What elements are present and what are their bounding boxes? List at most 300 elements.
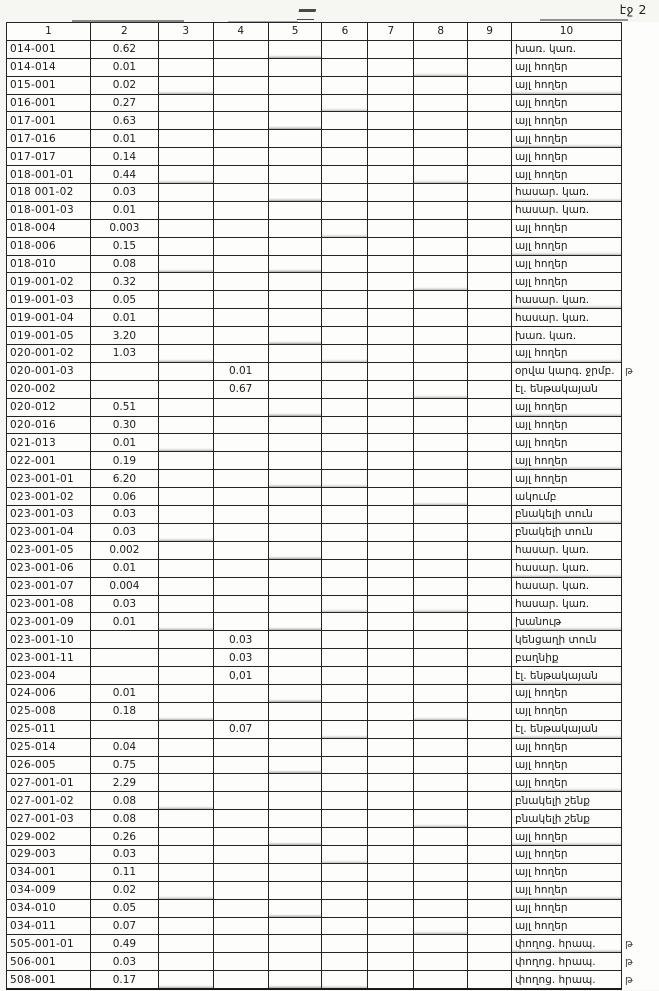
handwritten-margin-note: թ [624, 365, 633, 378]
column-header: 3 [158, 23, 213, 41]
handwritten-margin-note: թ [624, 937, 633, 950]
area-value-cell [213, 345, 268, 363]
empty-cell [322, 327, 368, 345]
empty-cell [468, 667, 512, 685]
empty-cell [414, 541, 468, 559]
margin-spacer [621, 649, 658, 667]
area-value-cell [213, 756, 268, 774]
table-row [7, 577, 659, 595]
empty-cell [414, 380, 468, 398]
empty-cell [468, 255, 512, 273]
column-header: 5 [268, 23, 322, 41]
area-value-cell [213, 398, 268, 416]
empty-cell [268, 953, 322, 971]
empty-cell [468, 362, 512, 380]
area-value-cell: 0.02 [90, 76, 158, 94]
parcel-code-cell: 020-001-03 [7, 362, 91, 380]
area-value-cell: 0.03 [213, 649, 268, 667]
empty-cell [158, 76, 213, 94]
empty-cell [414, 595, 468, 613]
table-row [7, 309, 659, 327]
empty-cell [368, 631, 414, 649]
area-value-cell [213, 613, 268, 631]
empty-cell [368, 559, 414, 577]
area-value-cell [213, 470, 268, 488]
land-use-cell: այլ հողեր [512, 434, 622, 452]
empty-cell [368, 380, 414, 398]
empty-cell [268, 273, 322, 291]
empty-cell [322, 559, 368, 577]
empty-cell [158, 828, 213, 846]
empty-cell [158, 953, 213, 971]
table-row [7, 112, 659, 130]
empty-cell [322, 577, 368, 595]
empty-cell [158, 845, 213, 863]
empty-cell [468, 720, 512, 738]
empty-cell [368, 756, 414, 774]
parcel-code-cell: 023-001-04 [7, 523, 91, 541]
empty-cell [158, 667, 213, 685]
empty-cell [414, 845, 468, 863]
parcel-code-cell: 020-002 [7, 380, 91, 398]
empty-cell [414, 971, 468, 989]
area-value-cell: 0.49 [90, 935, 158, 953]
parcel-code-cell: 018-001-03 [7, 201, 91, 219]
land-use-cell: այլ հողեր [512, 917, 622, 935]
empty-cell [468, 76, 512, 94]
margin-spacer [621, 345, 658, 363]
empty-cell [414, 774, 468, 792]
empty-cell [158, 917, 213, 935]
empty-cell [158, 58, 213, 76]
area-value-cell: 0.03 [90, 845, 158, 863]
margin-spacer [621, 201, 658, 219]
land-use-cell: այլ հողեր [512, 863, 622, 881]
empty-cell [468, 291, 512, 309]
empty-cell [322, 720, 368, 738]
parcel-code-cell: 023-001-03 [7, 506, 91, 524]
land-use-cell: այլ հողեր [512, 738, 622, 756]
table-row [7, 148, 659, 166]
parcel-code-cell: 029-003 [7, 845, 91, 863]
empty-cell [322, 935, 368, 953]
parcel-code-cell: 023-001-08 [7, 595, 91, 613]
empty-cell [322, 917, 368, 935]
empty-cell [468, 828, 512, 846]
empty-cell [414, 76, 468, 94]
land-use-cell: օրվա կարգ. ջրմբ. [512, 362, 622, 380]
land-use-cell: հասար. կառ. [512, 184, 622, 202]
empty-cell [468, 631, 512, 649]
empty-cell [468, 345, 512, 363]
margin-spacer [621, 774, 658, 792]
empty-cell [158, 273, 213, 291]
empty-cell [322, 94, 368, 112]
empty-cell [158, 184, 213, 202]
empty-cell [468, 398, 512, 416]
land-use-cell: էլ. ենթակայան [512, 720, 622, 738]
empty-cell [368, 76, 414, 94]
area-value-cell: 0.63 [90, 112, 158, 130]
empty-cell [158, 416, 213, 434]
land-use-cell: խառ. կառ. [512, 327, 622, 345]
area-value-cell [213, 971, 268, 989]
table-row [7, 416, 659, 434]
area-value-cell [213, 219, 268, 237]
margin-spacer [621, 219, 658, 237]
area-value-cell [213, 112, 268, 130]
area-value-cell [213, 273, 268, 291]
empty-cell [368, 953, 414, 971]
handwritten-margin-note: թ [624, 973, 633, 986]
table-row [7, 273, 659, 291]
area-value-cell [90, 631, 158, 649]
parcel-code-cell: 023-004 [7, 667, 91, 685]
empty-cell [368, 774, 414, 792]
empty-cell [468, 40, 512, 58]
empty-cell [368, 577, 414, 595]
area-value-cell [213, 201, 268, 219]
parcel-code-cell: 018-004 [7, 219, 91, 237]
empty-cell [368, 828, 414, 846]
area-value-cell: 0.02 [90, 881, 158, 899]
empty-cell [468, 774, 512, 792]
empty-cell [322, 899, 368, 917]
empty-cell [414, 577, 468, 595]
empty-cell [468, 971, 512, 989]
empty-cell [368, 362, 414, 380]
empty-cell [414, 362, 468, 380]
land-use-cell: այլ հողեր [512, 774, 622, 792]
parcel-code-cell: 025-014 [7, 738, 91, 756]
empty-cell [368, 398, 414, 416]
empty-cell [368, 327, 414, 345]
empty-cell [368, 845, 414, 863]
area-value-cell: 0.07 [213, 720, 268, 738]
area-value-cell [213, 595, 268, 613]
empty-cell [322, 130, 368, 148]
empty-cell [368, 649, 414, 667]
table-row [7, 559, 659, 577]
empty-cell [158, 434, 213, 452]
land-use-cell: այլ հողեր [512, 845, 622, 863]
empty-cell [414, 148, 468, 166]
table-row [7, 702, 659, 720]
area-value-cell: 0.03 [90, 523, 158, 541]
empty-cell [414, 684, 468, 702]
empty-cell [414, 237, 468, 255]
header-row [7, 23, 659, 41]
table-row [7, 828, 659, 846]
empty-cell [368, 434, 414, 452]
area-value-cell: 0,01 [213, 667, 268, 685]
empty-cell [268, 613, 322, 631]
area-value-cell [213, 738, 268, 756]
margin-spacer [621, 899, 658, 917]
empty-cell [368, 201, 414, 219]
table-row [7, 166, 659, 184]
empty-cell [468, 738, 512, 756]
empty-cell [268, 702, 322, 720]
area-value-cell [90, 667, 158, 685]
parcel-code-cell: 015-001 [7, 76, 91, 94]
land-use-cell: այլ հողեր [512, 273, 622, 291]
empty-cell [468, 94, 512, 112]
area-value-cell: 0.01 [90, 559, 158, 577]
parcel-code-cell: 506-001 [7, 953, 91, 971]
empty-cell [322, 738, 368, 756]
empty-cell [268, 309, 322, 327]
empty-cell [414, 219, 468, 237]
empty-cell [268, 756, 322, 774]
table-row [7, 523, 659, 541]
area-value-cell: 0.004 [90, 577, 158, 595]
empty-cell [322, 309, 368, 327]
land-use-cell: այլ հողեր [512, 881, 622, 899]
empty-cell [322, 76, 368, 94]
margin-spacer [621, 577, 658, 595]
area-value-cell: 0.15 [90, 237, 158, 255]
table-row [7, 291, 659, 309]
empty-cell [322, 470, 368, 488]
area-value-cell [213, 76, 268, 94]
parcel-code-cell: 024-006 [7, 684, 91, 702]
empty-cell [268, 792, 322, 810]
parcel-code-cell: 017-001 [7, 112, 91, 130]
empty-cell [414, 881, 468, 899]
area-value-cell [213, 523, 268, 541]
land-register-table [6, 22, 659, 990]
empty-cell [158, 899, 213, 917]
empty-cell [468, 201, 512, 219]
table-row [7, 631, 659, 649]
land-use-cell: այլ հողեր [512, 345, 622, 363]
margin-spacer [621, 917, 658, 935]
area-value-cell [213, 434, 268, 452]
empty-cell [414, 667, 468, 685]
empty-cell [158, 380, 213, 398]
empty-cell [158, 559, 213, 577]
empty-cell [414, 649, 468, 667]
empty-cell [322, 40, 368, 58]
parcel-code-cell: 017-017 [7, 148, 91, 166]
area-value-cell: 0.18 [90, 702, 158, 720]
table-row [7, 255, 659, 273]
table-row [7, 327, 659, 345]
area-value-cell [213, 541, 268, 559]
empty-cell [268, 416, 322, 434]
empty-cell [268, 345, 322, 363]
table-row [7, 649, 659, 667]
empty-cell [158, 219, 213, 237]
area-value-cell: 0.01 [90, 684, 158, 702]
area-value-cell: 6.20 [90, 470, 158, 488]
empty-cell [158, 792, 213, 810]
empty-cell [268, 810, 322, 828]
land-use-cell: հասար. կառ. [512, 291, 622, 309]
empty-cell [368, 792, 414, 810]
parcel-code-cell: 019-001-05 [7, 327, 91, 345]
empty-cell [368, 309, 414, 327]
empty-cell [322, 953, 368, 971]
empty-cell [414, 559, 468, 577]
empty-cell [322, 148, 368, 166]
empty-cell [368, 148, 414, 166]
margin-spacer [621, 863, 658, 881]
area-value-cell: 0.002 [90, 541, 158, 559]
empty-cell [158, 237, 213, 255]
empty-cell [414, 631, 468, 649]
empty-cell [414, 899, 468, 917]
empty-cell [414, 935, 468, 953]
land-use-cell: այլ հողեր [512, 828, 622, 846]
empty-cell [322, 523, 368, 541]
area-value-cell [213, 792, 268, 810]
area-value-cell: 0.01 [213, 362, 268, 380]
parcel-code-cell: 023-001-09 [7, 613, 91, 631]
empty-cell [368, 595, 414, 613]
empty-cell [468, 684, 512, 702]
parcel-code-cell: 020-001-02 [7, 345, 91, 363]
table-row [7, 237, 659, 255]
area-value-cell [213, 184, 268, 202]
empty-cell [322, 971, 368, 989]
area-value-cell [213, 702, 268, 720]
table-row [7, 953, 659, 971]
empty-cell [158, 506, 213, 524]
empty-cell [158, 720, 213, 738]
empty-cell [414, 523, 468, 541]
parcel-code-cell: 023-001-05 [7, 541, 91, 559]
margin-spacer [621, 845, 658, 863]
empty-cell [414, 756, 468, 774]
land-use-cell: բնակելի շենք [512, 792, 622, 810]
empty-cell [322, 684, 368, 702]
empty-cell [268, 94, 322, 112]
land-use-cell: հասար. կառ. [512, 577, 622, 595]
empty-cell [158, 291, 213, 309]
empty-cell [158, 345, 213, 363]
empty-cell [468, 523, 512, 541]
area-value-cell [213, 559, 268, 577]
area-value-cell [213, 452, 268, 470]
column-header: 10 [512, 23, 622, 41]
margin-spacer [621, 523, 658, 541]
empty-cell [368, 881, 414, 899]
empty-cell [368, 184, 414, 202]
empty-cell [468, 881, 512, 899]
empty-cell [268, 148, 322, 166]
table-row [7, 201, 659, 219]
land-use-cell: խառ. կառ. [512, 40, 622, 58]
margin-spacer [621, 631, 658, 649]
empty-cell [322, 434, 368, 452]
table-row [7, 935, 659, 953]
empty-cell [414, 452, 468, 470]
land-use-cell: այլ հողեր [512, 255, 622, 273]
table-row [7, 345, 659, 363]
empty-cell [322, 595, 368, 613]
empty-cell [368, 166, 414, 184]
empty-cell [268, 362, 322, 380]
area-value-cell: 0.05 [90, 291, 158, 309]
empty-cell [322, 380, 368, 398]
empty-cell [268, 559, 322, 577]
empty-cell [368, 523, 414, 541]
area-value-cell: 0.01 [90, 130, 158, 148]
empty-cell [158, 470, 213, 488]
land-use-cell: այլ հողեր [512, 58, 622, 76]
empty-cell [468, 613, 512, 631]
empty-cell [322, 506, 368, 524]
table-row [7, 720, 659, 738]
land-use-cell: հասար. կառ. [512, 541, 622, 559]
area-value-cell: 0.75 [90, 756, 158, 774]
land-use-cell: այլ հողեր [512, 470, 622, 488]
empty-cell [322, 792, 368, 810]
empty-cell [468, 702, 512, 720]
land-use-cell: բնակելի տուն [512, 523, 622, 541]
area-value-cell: 0.03 [90, 506, 158, 524]
table-row [7, 130, 659, 148]
area-value-cell [213, 953, 268, 971]
empty-cell [368, 58, 414, 76]
land-use-cell: կենցաղի տուն [512, 631, 622, 649]
empty-cell [322, 667, 368, 685]
parcel-code-cell: 018-006 [7, 237, 91, 255]
empty-cell [468, 792, 512, 810]
empty-cell [468, 58, 512, 76]
empty-cell [468, 649, 512, 667]
parcel-code-cell: 023-001-07 [7, 577, 91, 595]
margin-spacer [621, 76, 658, 94]
empty-cell [368, 971, 414, 989]
area-value-cell [213, 58, 268, 76]
parcel-code-cell: 014-001 [7, 40, 91, 58]
page-number: էջ 2 [619, 2, 647, 17]
area-value-cell: 0.67 [213, 380, 268, 398]
empty-cell [414, 488, 468, 506]
area-value-cell: 0.32 [90, 273, 158, 291]
empty-cell [268, 40, 322, 58]
area-value-cell [213, 863, 268, 881]
parcel-code-cell: 023-001-06 [7, 559, 91, 577]
column-header: 1 [7, 23, 91, 41]
area-value-cell [213, 40, 268, 58]
empty-cell [268, 184, 322, 202]
empty-cell [268, 828, 322, 846]
margin-spacer [621, 130, 658, 148]
parcel-code-cell: 027-001-01 [7, 774, 91, 792]
table-row [7, 899, 659, 917]
table-row [7, 506, 659, 524]
table-row [7, 398, 659, 416]
empty-cell [414, 58, 468, 76]
margin-spacer [621, 756, 658, 774]
table-row [7, 756, 659, 774]
area-value-cell [213, 327, 268, 345]
empty-cell [322, 649, 368, 667]
empty-cell [322, 184, 368, 202]
area-value-cell [213, 506, 268, 524]
empty-cell [368, 917, 414, 935]
empty-cell [158, 631, 213, 649]
empty-cell [414, 613, 468, 631]
empty-cell [268, 917, 322, 935]
table-row [7, 595, 659, 613]
empty-cell [368, 702, 414, 720]
area-value-cell [213, 684, 268, 702]
